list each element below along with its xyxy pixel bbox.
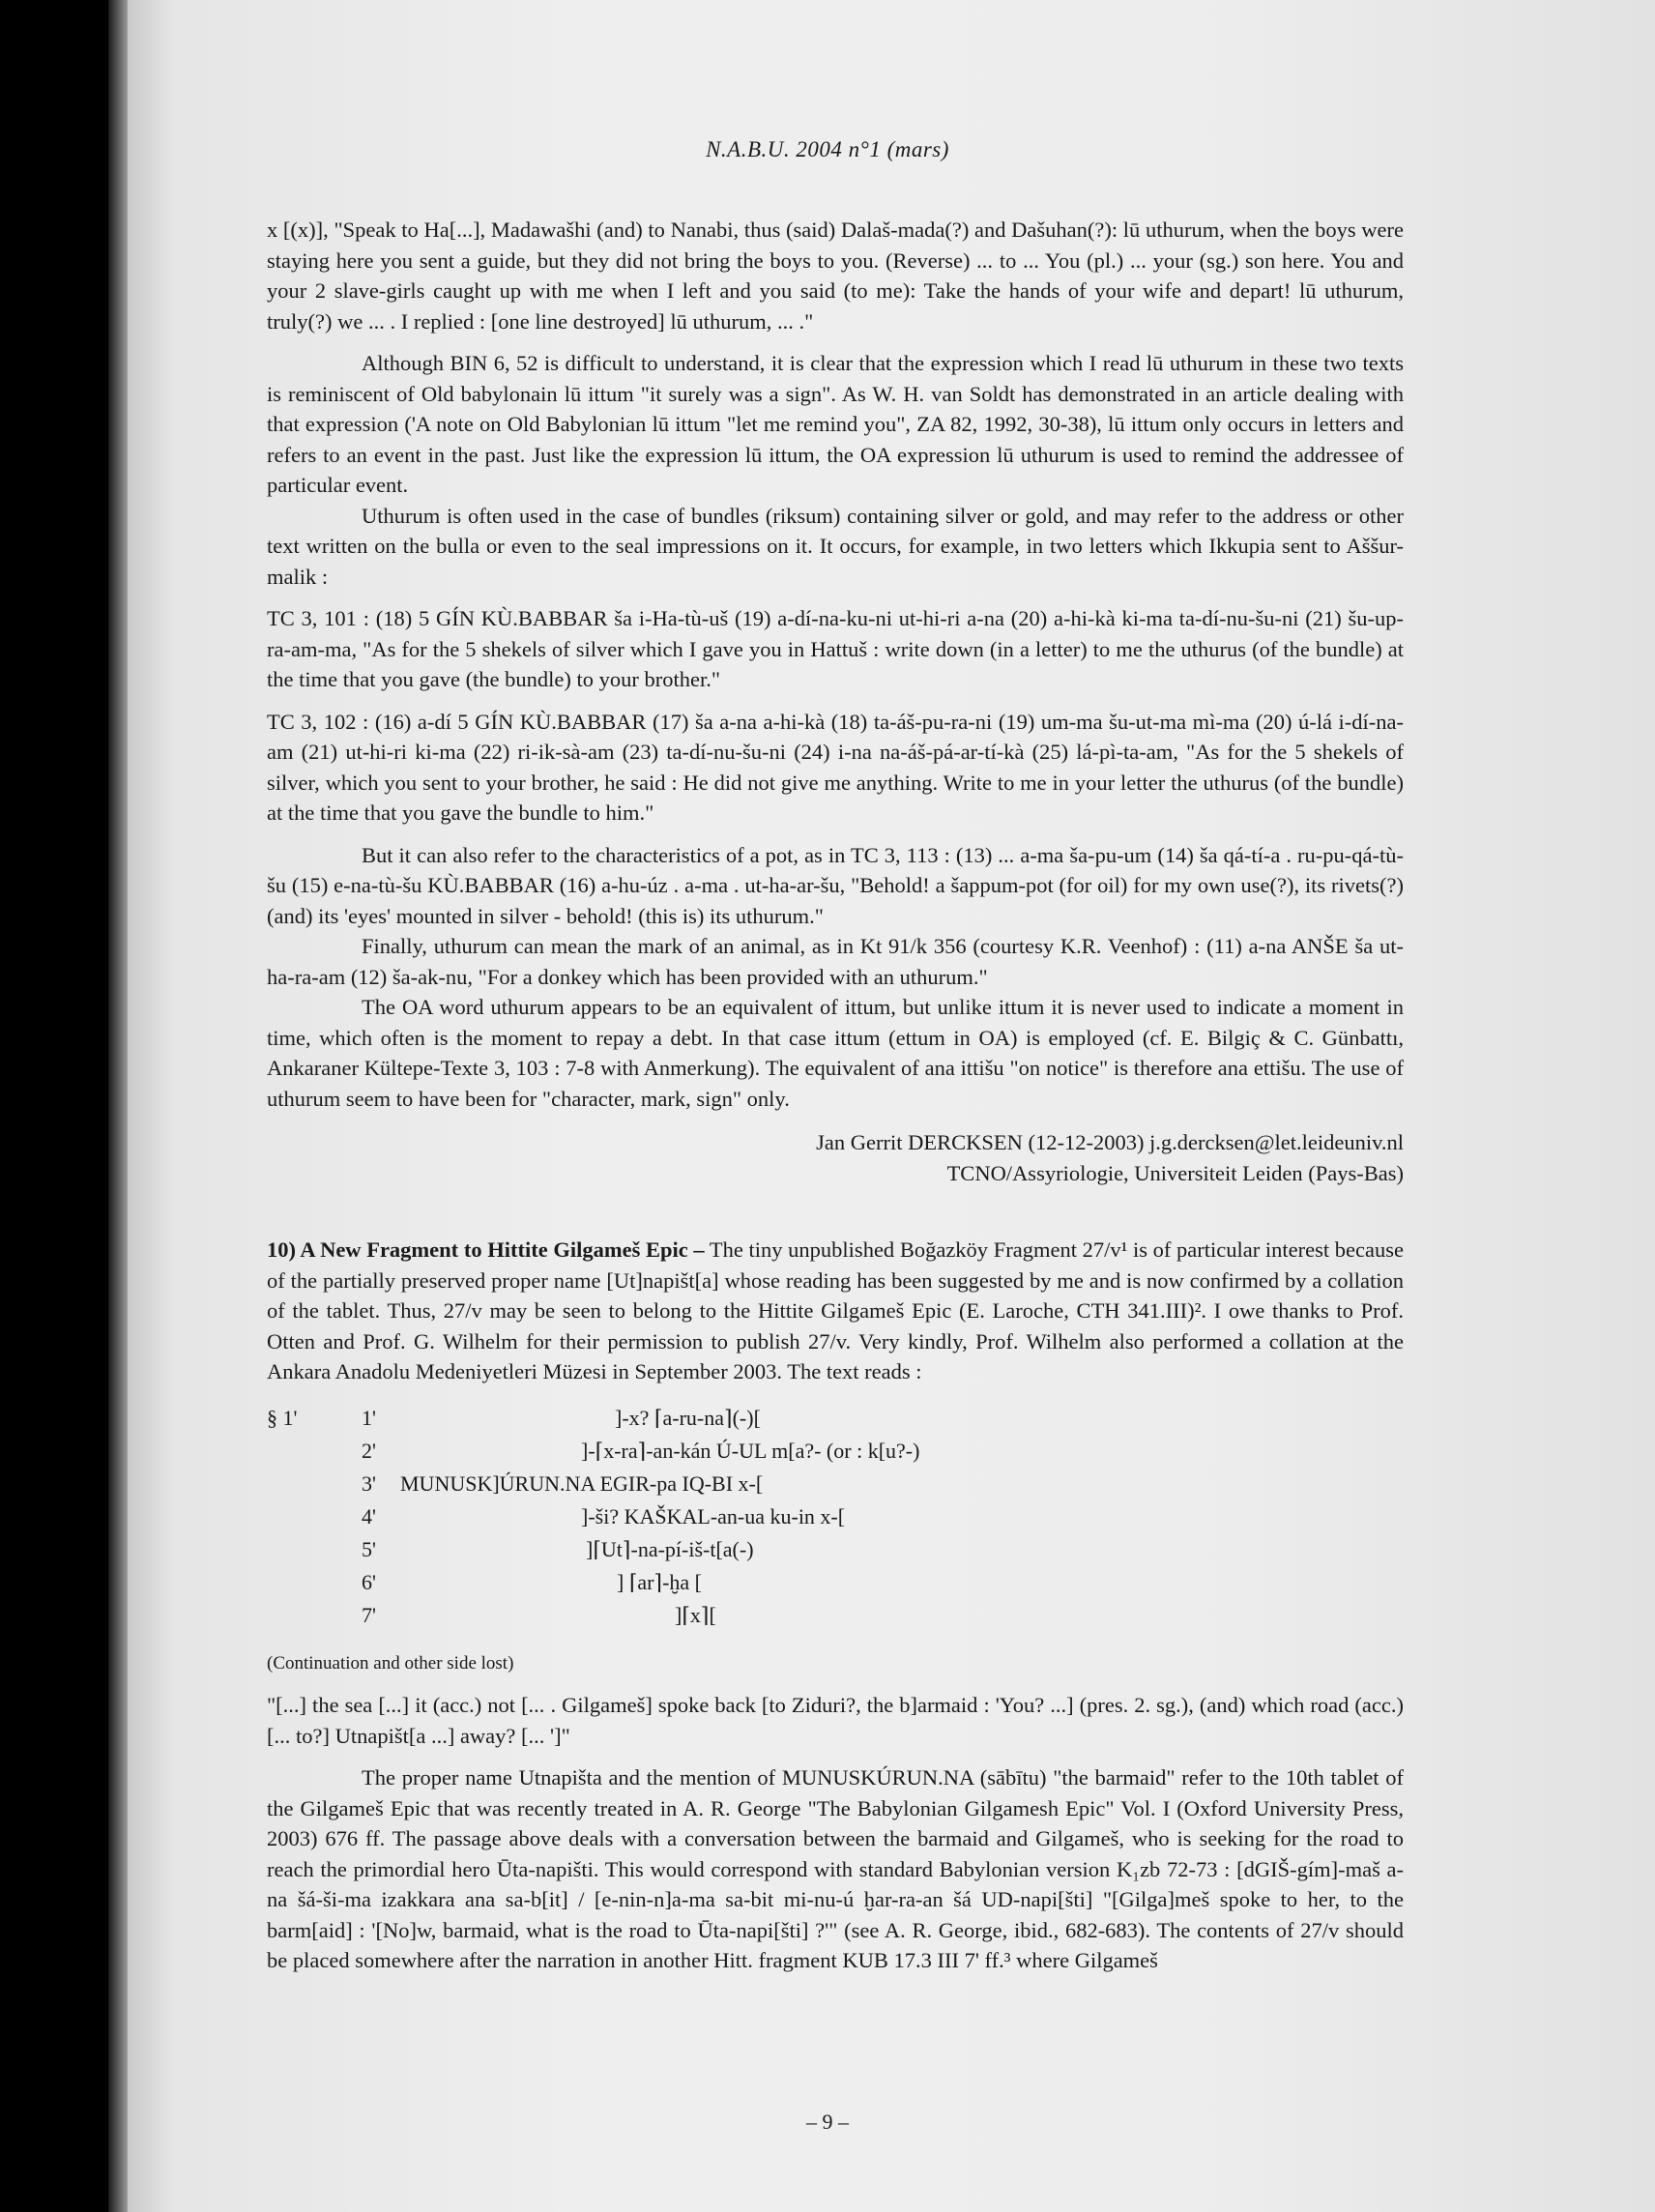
- page-number: – 9 –: [806, 2110, 849, 2134]
- transliteration-line: ]⌈x⌉[: [675, 1602, 716, 1627]
- transliteration-line: ]-⌈x-ra⌉-an-kán Ú-UL m[a?- (or : k[u?-): [581, 1438, 920, 1463]
- transliteration-line: ] ⌈ar⌉-ḫa [: [617, 1569, 702, 1594]
- translation: "[...] the sea [...] it (acc.) not [... . Gilgameš] spoke back [to Ziduri?, the b]armaid : 'You? ...] (pres. 2. sg.), (and) which road (acc.) [... to?] Utnapišt[a ...] away? [... ']": [267, 1693, 1404, 1748]
- paragraph-oa-word: The OA word uthurum appears to be an equivalent of ittum, but unlike ittum it is never used to indicate a moment in time, which often is the moment to repay a debt. In that case ittum (ettum in OA) is employed (cf. E. Bilgiç & C. Günbattı, Ankaraner Kültepe-Texte 3, 103 : 7-8 with Anmerkung). The equivalent of ana ittišu "on notice" is therefore ana ettišu. The use of uthurum seem to have been for "character, mark, sign" only.: [267, 995, 1404, 1111]
- line-number: 6': [362, 1569, 376, 1594]
- transliteration-line: ]-x? ⌈a-ru-na⌉(-)[: [615, 1405, 761, 1430]
- paragraph-kt-91k: Finally, uthurum can mean the mark of an animal, as in Kt 91/k 356 (courtesy K.R. Veenhof) : (11) a-na ANŠE ša ut-ha-ra-am (12) ša-ak-nu, "For a donkey which has been provided with an uthurum.": [267, 934, 1404, 989]
- page-body: [267, 215, 1404, 1976]
- line-number: 4': [362, 1503, 376, 1528]
- line-number: 2': [362, 1438, 376, 1463]
- transliteration-line: ]-ši? KAŠKAL-an-ua ku-in x-[: [581, 1503, 846, 1528]
- line-number: 3': [362, 1470, 376, 1496]
- transliteration-section-label: § 1': [267, 1405, 298, 1430]
- section-10-intro: [267, 1235, 1404, 1387]
- running-header: N.A.B.U. 2004 n°1 (mars): [706, 137, 949, 161]
- line-number: 1': [362, 1405, 376, 1430]
- paragraph-letter-translation: x [(x)], "Speak to Ha[...], Madawašhi (and) to Nanabi, thus (said) Dalaš-mada(?) and Dašuhan(?): lū uthurum, when the boys were staying here you sent a guide, but they did not bring the boys to you. (Reverse) ... to ... You (pl.) ... your (sg.) son here. You and your 2 slave-girls caught up with me when I left and you said (to me): Take the hands of your wife and depart! lū uthurum, truly(?) we ... . I replied : [one line destroyed] lū uthurum, ... .": [267, 218, 1404, 334]
- section-10-text: The tiny unpublished Boğazköy Fragment 27/v¹ is of particular interest because of the partially preserved proper name [Ut]napišt[a] whose reading has been suggested by me and is now confirmed by a collation of the tablet. Thus, 27/v may be seen to belong to the Hittite Gilgameš Epic (E. Laroche, CTH 341.III)². I owe thanks to Prof. Otten and Prof. G. Wilhelm for their permission to publish 27/v. Very kindly, Prof. Wilhelm also performed a collation at the Ankara Anadolu Medeniyetleri Müzesi in September 2003. The text reads :: [267, 1237, 1404, 1383]
- paragraph-tc3-113: But it can also refer to the characteristics of a pot, as in TC 3, 113 : (13) ... a-ma ša-pu-um (14) ša qá-tí-a . ru-pu-qá-tù-šu (15) e-na-tù-šu KÙ.BABBAR (16) a-hu-úz . a-ma . ut-ha-ar-šu, "Behold! a šappum-pot (for oil) for my own use(?), its rivets(?) (and) its 'eyes' mounted in silver - behold! (this is) its uthurum.": [267, 842, 1404, 928]
- signature-name: Jan Gerrit DERCKSEN (12-12-2003) j.g.dercksen@let.leideuniv.nl: [816, 1130, 1404, 1154]
- line-number: 5': [362, 1536, 376, 1561]
- page-edge-shadow: [108, 0, 130, 2212]
- section-separator: [267, 1188, 1404, 1235]
- continuation-note: (Continuation and other side lost): [267, 1652, 514, 1674]
- signature-affiliation: TCNO/Assyriologie, Universiteit Leiden (Pays-Bas): [946, 1160, 1404, 1185]
- transliteration-block: [267, 1403, 1404, 1635]
- line-number: 7': [362, 1602, 376, 1627]
- paragraph-lu-uthurum: Although BIN 6, 52 is difficult to understand, it is clear that the expression which I read lū uthurum in these two texts is reminiscent of Old babylonain lū ittum "it surely was a sign". As W. H. van Soldt has demonstrated in an article dealing with that expression ('A note on Old Babylonian lū ittum "let me remind you", ZA 82, 1992, 30-38), lū ittum only occurs in letters and refers to an event in the past. Just like the expression lū ittum, the OA expression lū uthurum is used to remind the addressee of particular event.: [267, 351, 1404, 497]
- closing-paragraph: The proper name Utnapišta and the mention of MUNUSKÚRUN.NA (sābītu) "the barmaid" refer to the 10th tablet of the Gilgameš Epic that was recently treated in A. R. George "The Babylonian Gilgamesh Epic" Vol. I (Oxford University Press, 2003) 676 ff. The passage above deals with a conversation between the barmaid and Gilgameš, who is seeking for the road to reach the primordial hero Ūta-napišti. This would correspond with standard Babylonian version K₁zb 72-73 : [dGIŠ-gím]-maš a-na šá-ši-ma izakkara ana sa-b[it] / [e-nin-n]a-ma sa-bit mi-nu-ú ḫar-ra-an šá UD-napi[šti] "[Gilga]meš spoke to her, to the barm[aid] : '[No]w, barmaid, what is the road to Ūta-napi[šti] ?'" (see A. R. George, ibid., 682-683). The contents of 27/v should be placed somewhere after the narration in another Hitt. fragment KUB 17.3 III 7' ff.³ where Gilgameš: [267, 1765, 1404, 1972]
- paragraph-tc3-101: TC 3, 101 : (18) 5 GÍN KÙ.BABBAR ša i-Ha-tù-uš (19) a-dí-na-ku-ni ut-hi-ri a-na (20) a-hi-kà ki-ma ta-dí-nu-šu-ni (21) šu-up-ra-am-ma, "As for the 5 shekels of silver which I gave you in Hattuš : write down (in a letter) to me the uthurus (of the bundle) at the time that you gave (the bundle) to your brother.": [267, 606, 1404, 691]
- transliteration-line: MUNUSK]ÚRUN.NA EGIR-pa IQ-BI x-[: [400, 1470, 764, 1496]
- section-10-heading: 10) A New Fragment to Hittite Gilgameš Epic –: [267, 1237, 705, 1262]
- transliteration-line: ]⌈Ut⌉-na-pí-iš-t[a(-): [586, 1536, 754, 1561]
- paragraph-tc3-102: TC 3, 102 : (16) a-dí 5 GÍN KÙ.BABBAR (17) ša a-na a-hi-kà (18) ta-áš-pu-ra-ni (19) um-ma šu-ut-ma mì-ma (20) ú-lá i-dí-na-am (21) ut-hi-ri ki-ma (22) ri-ik-sà-am (23) ta-dí-nu-šu-ni (24) i-na na-áš-pá-ar-tí-kà (25) lá-pì-ta-am, "As for the 5 shekels of silver, which you sent to your brother, he said : He did not give me anything. Write to me in your letter the uthurus (of the bundle) at the time that you gave the bundle to him.": [267, 709, 1404, 825]
- paragraph-uthurum-bundles: Uthurum is often used in the case of bundles (riksum) containing silver or gold, and may refer to the address or other text written on the bulla or even to the seal impressions on it. It occurs, for example, in two letters which Ikkupia sent to Aššur-malik :: [267, 503, 1404, 589]
